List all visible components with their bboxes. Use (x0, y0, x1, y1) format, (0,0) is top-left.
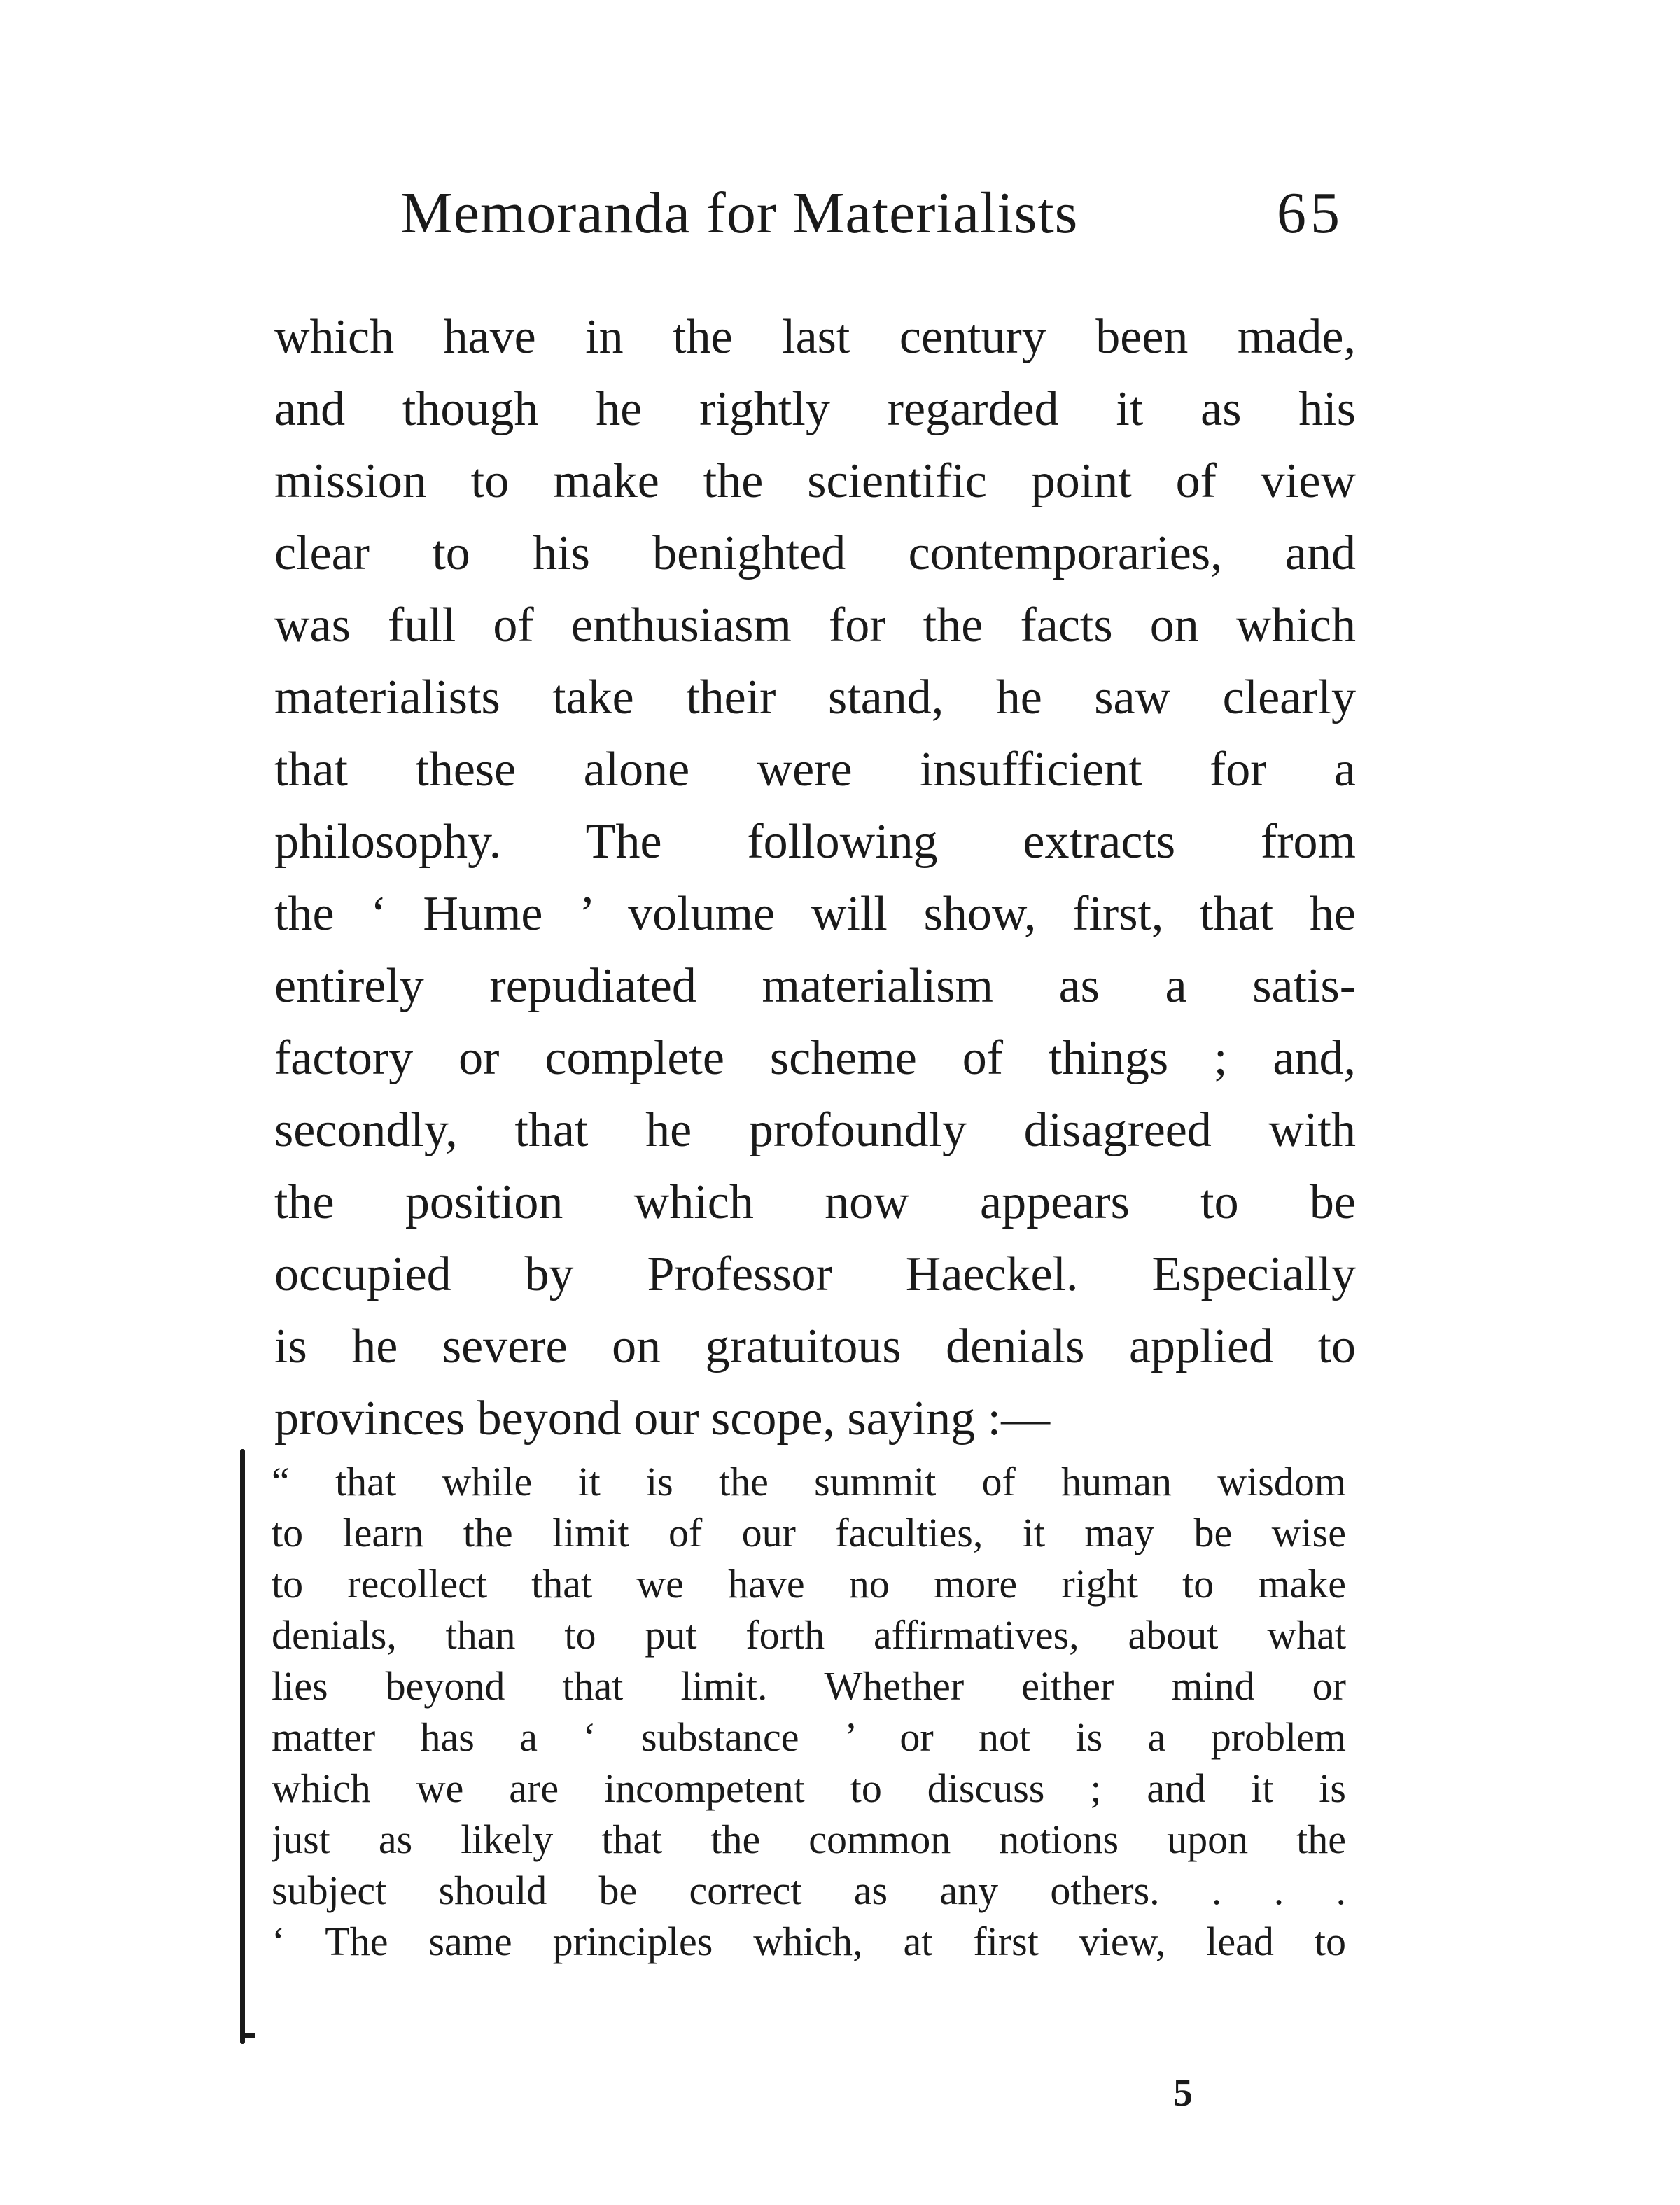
signature-mark: 5 (1173, 2071, 1193, 2115)
quote-line: to recollect that we have no more right to make (272, 1561, 1346, 1606)
quote-line: just as likely that the common notions upon the (272, 1816, 1346, 1862)
body-line: is he severe on gratuitous denials applied to (274, 1320, 1356, 1373)
body-line: which have in the last century been made, (274, 310, 1356, 364)
body-line: provinces beyond our scope, saying :— (274, 1392, 1051, 1446)
quote-line: subject should be correct as any others. . . . (272, 1868, 1346, 1913)
quote-line: which we are incompetent to discuss ; and it is (272, 1765, 1346, 1811)
body-line: the ‘ Hume ’ volume will show, first, that he (274, 887, 1356, 941)
margin-marking-line (240, 1449, 245, 2044)
quote-line: lies beyond that limit. Whether either mind or (272, 1663, 1346, 1709)
body-line: secondly, that he profoundly disagreed with (274, 1103, 1356, 1157)
margin-marking-tail (240, 2033, 255, 2038)
body-text (274, 301, 1356, 1455)
body-line: clear to his benighted contemporaries, and (274, 526, 1356, 580)
body-line: and though he rightly regarded it as his (274, 382, 1356, 436)
quote-line: to learn the limit of our faculties, it may be wise (272, 1510, 1346, 1555)
running-head (392, 175, 1344, 252)
body-line: mission to make the scientific point of view (274, 454, 1356, 508)
block-quote (272, 1456, 1346, 1967)
body-line: philosophy. The following extracts from (274, 815, 1356, 869)
body-line: factory or complete scheme of things ; and, (274, 1031, 1356, 1085)
body-line: was full of enthusiasm for the facts on which (274, 598, 1356, 652)
body-line: materialists take their stand, he saw clearly (274, 671, 1356, 724)
body-line: the position which now appears to be (274, 1175, 1356, 1229)
body-line: entirely repudiated materialism as a satis- (274, 959, 1356, 1013)
body-line: occupied by Professor Haeckel. Especially (274, 1247, 1356, 1301)
quote-line: denials, than to put forth affirmatives, about what (272, 1612, 1346, 1658)
page-number: 65 (1277, 181, 1344, 246)
running-head-title: Memoranda for Materialists (400, 181, 1079, 246)
quote-line: “ that while it is the summit of human wisdom (272, 1459, 1346, 1504)
quote-line: matter has a ‘ substance ’ or not is a problem (272, 1714, 1346, 1760)
body-line: that these alone were insufficient for a (274, 743, 1356, 797)
quote-line: ‘ The same principles which, at first view, lead to (272, 1919, 1346, 1964)
